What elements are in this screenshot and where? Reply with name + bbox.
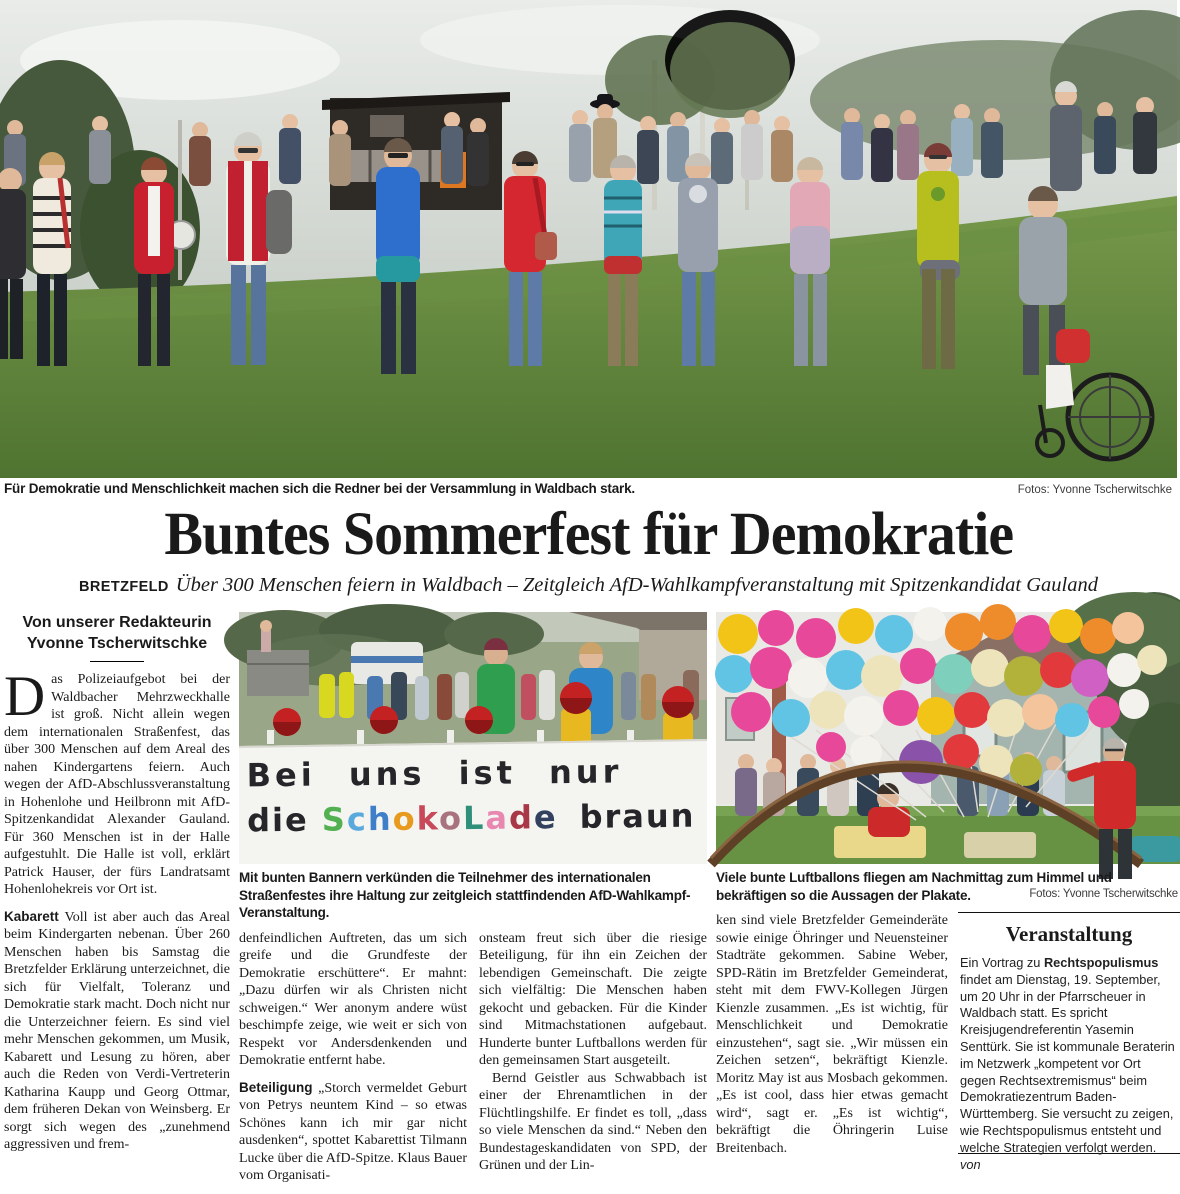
banner-line2-suffix: braun — [579, 796, 696, 836]
banner-line-2 — [247, 797, 699, 840]
byline — [4, 612, 230, 654]
paragraph-1-text: as Polizeiaufgebot bei der Waldbacher Mehrzweckhalle ist groß. Nicht allein wegen dem internationalen Straßenfest, das über 300 Menschen auf dem Areal des nahen Kindergartens feiern. Auch wegen der AfD-Abschlussveranstaltung in Hohenlohe und Heilbronn mit AfD-Spitzenkandidat Alexander Gauland. Für 360 Menschen ist in der Halle aufgestuhlt. Die Halle ist voll, erklärt Patrick Hauser, der fürs Landratsamt Hohenlohekreis vor Ort ist. — [4, 672, 230, 897]
banner-colored-letter: h — [367, 799, 393, 839]
byline-author: Yvonne Tscherwitschke — [26, 635, 208, 652]
paragraph-2-text: Voll ist aber auch das Areal beim Kindergarten nebenan. Über 260 Menschen haben bis Samstag die Bretzfelder Erklärung unterzeichnet, die sich für Vielfalt, Toleranz und Demokratie stark macht. Doch nicht nur die Unterzeichner feiern. Es sind viel mehr Menschen gekommen, um Musik, Kabarett und Lesung zu hören, aber auch die Reden von Verdi-Vertreterin Katharina Kaupp und Georg Ottmar, dem früheren Dekan von Weinsberg. Er sorgt sich wegen des „zunehmend aggressiven und frem- — [4, 909, 230, 1152]
byline-role: Von unserer Redakteurin — [22, 614, 212, 631]
event-info-box — [958, 912, 1180, 1172]
top-photo-crowd-illustration — [0, 0, 1177, 478]
banner-photo-caption: Mit bunten Bannern verkünden die Teilnehmer des internationalen Straßenfestes ihre Haltung zur zeitgleich stattfindenden AfD-Wahlkampf-Veranstaltung. — [239, 870, 691, 920]
banner-colored-letter: o — [392, 799, 417, 838]
column4-paragraph: ken sind viele Bretzfelder Gemeinderäte sowie einige Öhringer und Neuensteiner Stadträte gekommen. Sabine Weber, SPD-Rätin im Bretzfelder Gemeinderat, steht mit dem FWV-Kollegen Jürgen Kienzle zusammen. „Es ist wichtig, für Menschlichkeit und Demokratie einzustehen“, sagt sie. „Wir müssen ein Zeichen setzen“, bekräftigt Kienzle. Moritz May ist aus Mosbach gekommen. „Es ist cool, dass hier etwas gemacht wird“, sagt er. „Es ist wichtig“, bekräftigt die Öhringerin Luise Breitenbach. — [716, 913, 948, 1156]
page-title: Buntes Sommerfest für Demokratie — [164, 501, 1013, 568]
paragraph-2 — [4, 908, 230, 1154]
event-box-lead: Ein Vortrag zu — [960, 955, 1044, 970]
banner-text — [238, 742, 707, 877]
byline-rule — [90, 661, 144, 662]
banner-colored-letter: o — [438, 799, 464, 838]
event-box-text: findet am Dienstag, 19. September, um 20 Uhr in der Pfarrscheuer in Waldbach statt. Es spricht Kreisjugendreferentin Yasemin Senttürk. Sie ist kommunale Beraterin im Netzwerk „kompetent vor Ort gegen Rechtsextremismus“ beim Demokratiezentrum Baden-Württemberg. Sie versucht zu zeigen, wie Rechtspopulismus entsteht und welche Strategien verfolgt werden. — [960, 971, 1175, 1155]
column2-paragraph-2-text: „Storch vermeldet Geburt von Petrys neuntem Kind – so etwas Schönes kann ich mir gar nicht ausdenken“, spottet Kabarettist Tilmann Lucke über die AfD-Spitze. Klaus Bauer vom Organisati- — [239, 1080, 467, 1183]
paragraph-lead-kabarett: Kabarett — [4, 908, 59, 924]
middle-block — [239, 612, 707, 1183]
paragraph-lead-beteiligung: Beteiligung — [239, 1079, 313, 1095]
balloons-photo — [716, 612, 1180, 864]
column3-paragraph-2: Bernd Geistler aus Schwabbach ist einer der Ehrenamtlichen in der Flüchtlingshilfe. Er findet es toll, „dass so viele Menschen da sind.“ Neben den Bundestageskandidaten von SPD, der Grünen und der Lin- — [479, 1070, 707, 1173]
banner-colored-letter: c — [346, 800, 369, 839]
photo2-van — [351, 642, 423, 684]
column2-paragraph-1: denfeindlichen Auftreten, das um sich greife und die Grundfeste der Demokratie erschüttere“. Er mahnt: „Dazu dürfen wir als Christen nicht schweigen.“ Wer anonym andere wüst beschimpfe zeige, wie weit er sich von Respekt vor Andersdenkenden und Demokratie entfernt habe. — [239, 930, 467, 1068]
balloons-photo-caption — [716, 869, 1180, 904]
kicker: BRETZFELD — [79, 579, 169, 595]
right-block — [716, 612, 1180, 1178]
right-bottom-columns — [716, 912, 1180, 1174]
article-column-1 — [4, 612, 230, 1178]
dropcap: D — [4, 665, 46, 728]
banner-line-1: Bei uns ist nur — [246, 752, 623, 795]
photo-credit-top: Fotos: Yvonne Tscherwitschke — [1017, 484, 1172, 496]
article-body — [0, 612, 1178, 1183]
balloons-photo-illustration — [716, 612, 1180, 864]
top-photo-caption: Für Demokratie und Menschlichkeit machen sich die Redner bei der Versammlung in Waldbach stark. — [4, 481, 635, 496]
banner-colored-letter: k — [416, 799, 440, 838]
column3-paragraph-1: onsteam freut sich über die riesige Beteiligung, für ihn ein Zeichen der lebendigen Gemeinschaft. Die zeigte sich vielfältig: Die Menschen haben gekocht und gebacken. Für die Kinder sind Mitmachstationen aufgebaut. Hunderte bunter Luftballons werden für den gemeinsamen Start ausgeteilt. — [479, 930, 707, 1068]
article-column-2 — [239, 930, 467, 1192]
banner-photo — [239, 612, 707, 864]
photo-credit-bottom: Fotos: Yvonne Tscherwitschke — [1029, 887, 1178, 900]
banner-colored-letter: S — [321, 800, 348, 839]
event-box-body — [960, 955, 1178, 1173]
banner-colored-letter: e — [533, 798, 558, 837]
banner-line2-prefix: die — [246, 800, 323, 840]
banner-colored-letter: a — [485, 798, 510, 837]
paragraph-1 — [4, 665, 230, 899]
article-column-4 — [716, 912, 948, 1174]
event-box-author-initials: von — [960, 1156, 981, 1172]
subhead: Über 300 Menschen feiern in Waldbach – Zeitgleich AfD-Wahlkampfveranstaltung mit Spitzenkandidat Gauland — [175, 574, 1098, 596]
subhead-row — [0, 574, 1177, 597]
event-box-topic: Rechtspopulismus — [1043, 955, 1159, 970]
banner-colored-letter: L — [462, 798, 486, 838]
balloons-caption-text: Viele bunte Luftballons fliegen am Nachmittag zum Himmel und bekräftigen so die Aussagen der Plakate. — [716, 870, 1112, 903]
article-column-3 — [479, 930, 707, 1192]
middle-text-columns — [239, 930, 707, 1192]
headline-wrap — [0, 501, 1177, 568]
event-box-title: Veranstaltung — [1005, 922, 1133, 946]
column2-paragraph-2 — [239, 1079, 467, 1185]
banner-colored-word — [322, 798, 558, 838]
banner-colored-letter: d — [508, 798, 535, 837]
